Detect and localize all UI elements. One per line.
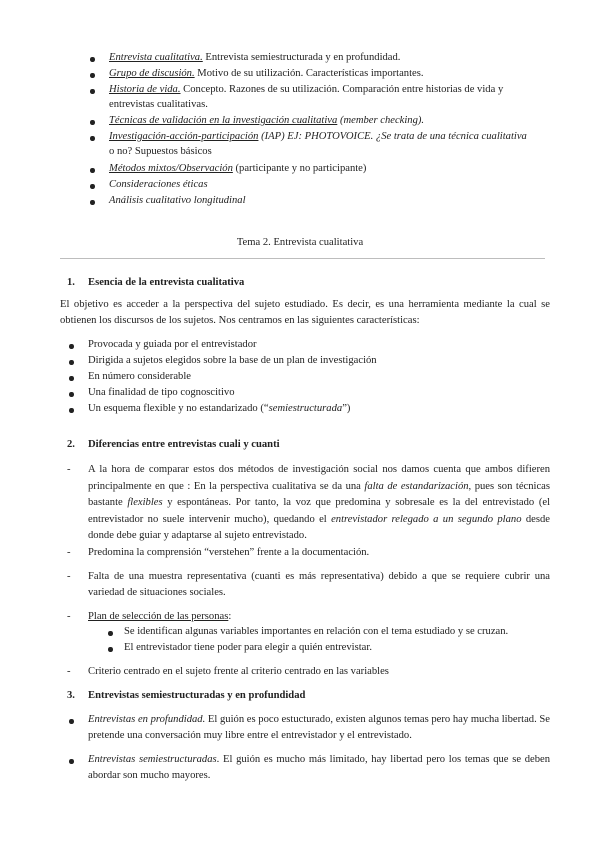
- bullet-icon: [90, 120, 95, 125]
- bullet-icon: [90, 89, 95, 94]
- topic-item-cont: entrevistas cualitativas.: [109, 99, 208, 110]
- bullet-icon: [69, 344, 74, 349]
- bullet-icon: [69, 392, 74, 397]
- topic-item: Análisis cualitativo longitudinal: [109, 195, 246, 206]
- bullet-icon: [69, 759, 74, 764]
- topic-item: Métodos mixtos/Observación (participante y no participante): [109, 163, 367, 174]
- bullet-icon: [108, 631, 113, 636]
- bullet-icon: [69, 719, 74, 724]
- bullet-icon: [69, 408, 74, 413]
- paragraph: Criterio centrado en el sujeto frente al criterio centrado en las variables: [88, 666, 389, 677]
- paragraph: Falta de una muestra representativa (cuanti es más representativa) debido a que se requiere cubrir una variedad de situaciones sociales.: [88, 571, 550, 598]
- topic-item: Consideraciones éticas: [109, 179, 208, 190]
- list-item: Se identifican algunas variables importantes en relación con el tema estudiado y se cruzan.: [124, 626, 509, 637]
- chapter-title: Tema 2. Entrevista cualitativa: [236, 237, 364, 248]
- list-item: El entrevistador tiene poder para elegir a quién entrevistar.: [124, 642, 372, 653]
- topic-item: Entrevista cualitativa. Entrevista semiestructurada y en profundidad.: [109, 52, 401, 63]
- section-number: 2.: [67, 439, 75, 450]
- paragraph: Plan de selección de las personas:: [88, 611, 232, 622]
- dash-icon: -: [67, 666, 71, 677]
- dash-icon: -: [67, 571, 71, 582]
- bullet-icon: [69, 376, 74, 381]
- bullet-icon: [108, 647, 113, 652]
- bullet-icon: [90, 184, 95, 189]
- dash-icon: -: [67, 547, 71, 558]
- bullet-icon: [90, 136, 95, 141]
- paragraph: El objetivo es acceder a la perspectiva del sujeto estudiado. Es decir, es una herramienta mediante la cual se obtienen los discursos de los sujetos. Nos centramos en las siguientes características:: [60, 299, 550, 326]
- list-item: Dirigida a sujetos elegidos sobre la base de un plan de investigación: [88, 355, 377, 366]
- section-heading: Entrevistas semiestructuradas y en profundidad: [88, 690, 306, 701]
- paragraph: Entrevistas en profundidad. El guión es poco estucturado, existen algunos temas pero hay mucha libertad. Se pretende una conversación muy libre entre el entrevistador y el entrevistado.: [88, 714, 550, 741]
- bullet-icon: [90, 200, 95, 205]
- divider: [60, 258, 545, 259]
- paragraph: A la hora de comparar estos dos métodos de investigación social nos damos cuenta que ambos difieren principalmente en que : En la perspectiva cualitativa se da una falta de estandarización, pues son técnicas bastante flexibles y espontáneas. Por tanto, la voz que predomina y sobresale es la del entrevistado (el entrevistador no suele intervenir mucho), quedando el entrevistador relegado a un segundo plano desde donde debe guiar y adaptarse al sujeto entrevistado.: [88, 464, 551, 541]
- list-item: Un esquema flexible y no estandarizado (“semiestructurada”): [88, 403, 351, 414]
- section-number: 1.: [67, 277, 75, 288]
- list-item: Provocada y guiada por el entrevistador: [88, 339, 257, 350]
- topic-item: Grupo de discusión. Motivo de su utilización. Características importantes.: [109, 68, 424, 79]
- topic-item: Técnicas de validación en la investigación cualitativa (member checking).: [109, 115, 425, 126]
- topic-item: Historia de vida. Concepto. Razones de su utilización. Comparación entre historias de vida y: [109, 84, 504, 95]
- dash-icon: -: [67, 464, 71, 475]
- bullet-icon: [90, 57, 95, 62]
- section-heading: Esencia de la entrevista cualitativa: [88, 277, 245, 288]
- topic-item: Investigación-acción-participación (IAP) EJ: PHOTOVOICE. ¿Se trata de una técnica cualitativa: [109, 131, 527, 142]
- bullet-icon: [90, 73, 95, 78]
- section-heading: Diferencias entre entrevistas cuali y cuanti: [88, 439, 280, 450]
- dash-icon: -: [67, 611, 71, 622]
- bullet-icon: [90, 168, 95, 173]
- list-item: Una finalidad de tipo cognoscitivo: [88, 387, 235, 398]
- bullet-icon: [69, 360, 74, 365]
- paragraph: Predomina la comprensión “verstehen” frente a la documentación.: [88, 547, 370, 558]
- section-number: 3.: [67, 690, 75, 701]
- paragraph: Entrevistas semiestructuradas. El guión es mucho más limitado, hay libertad pero los temas que se deben abordar son mucho mayores.: [88, 754, 550, 781]
- list-item: En número considerable: [88, 371, 191, 382]
- topic-item-cont: o no? Supuestos básicos: [109, 146, 212, 157]
